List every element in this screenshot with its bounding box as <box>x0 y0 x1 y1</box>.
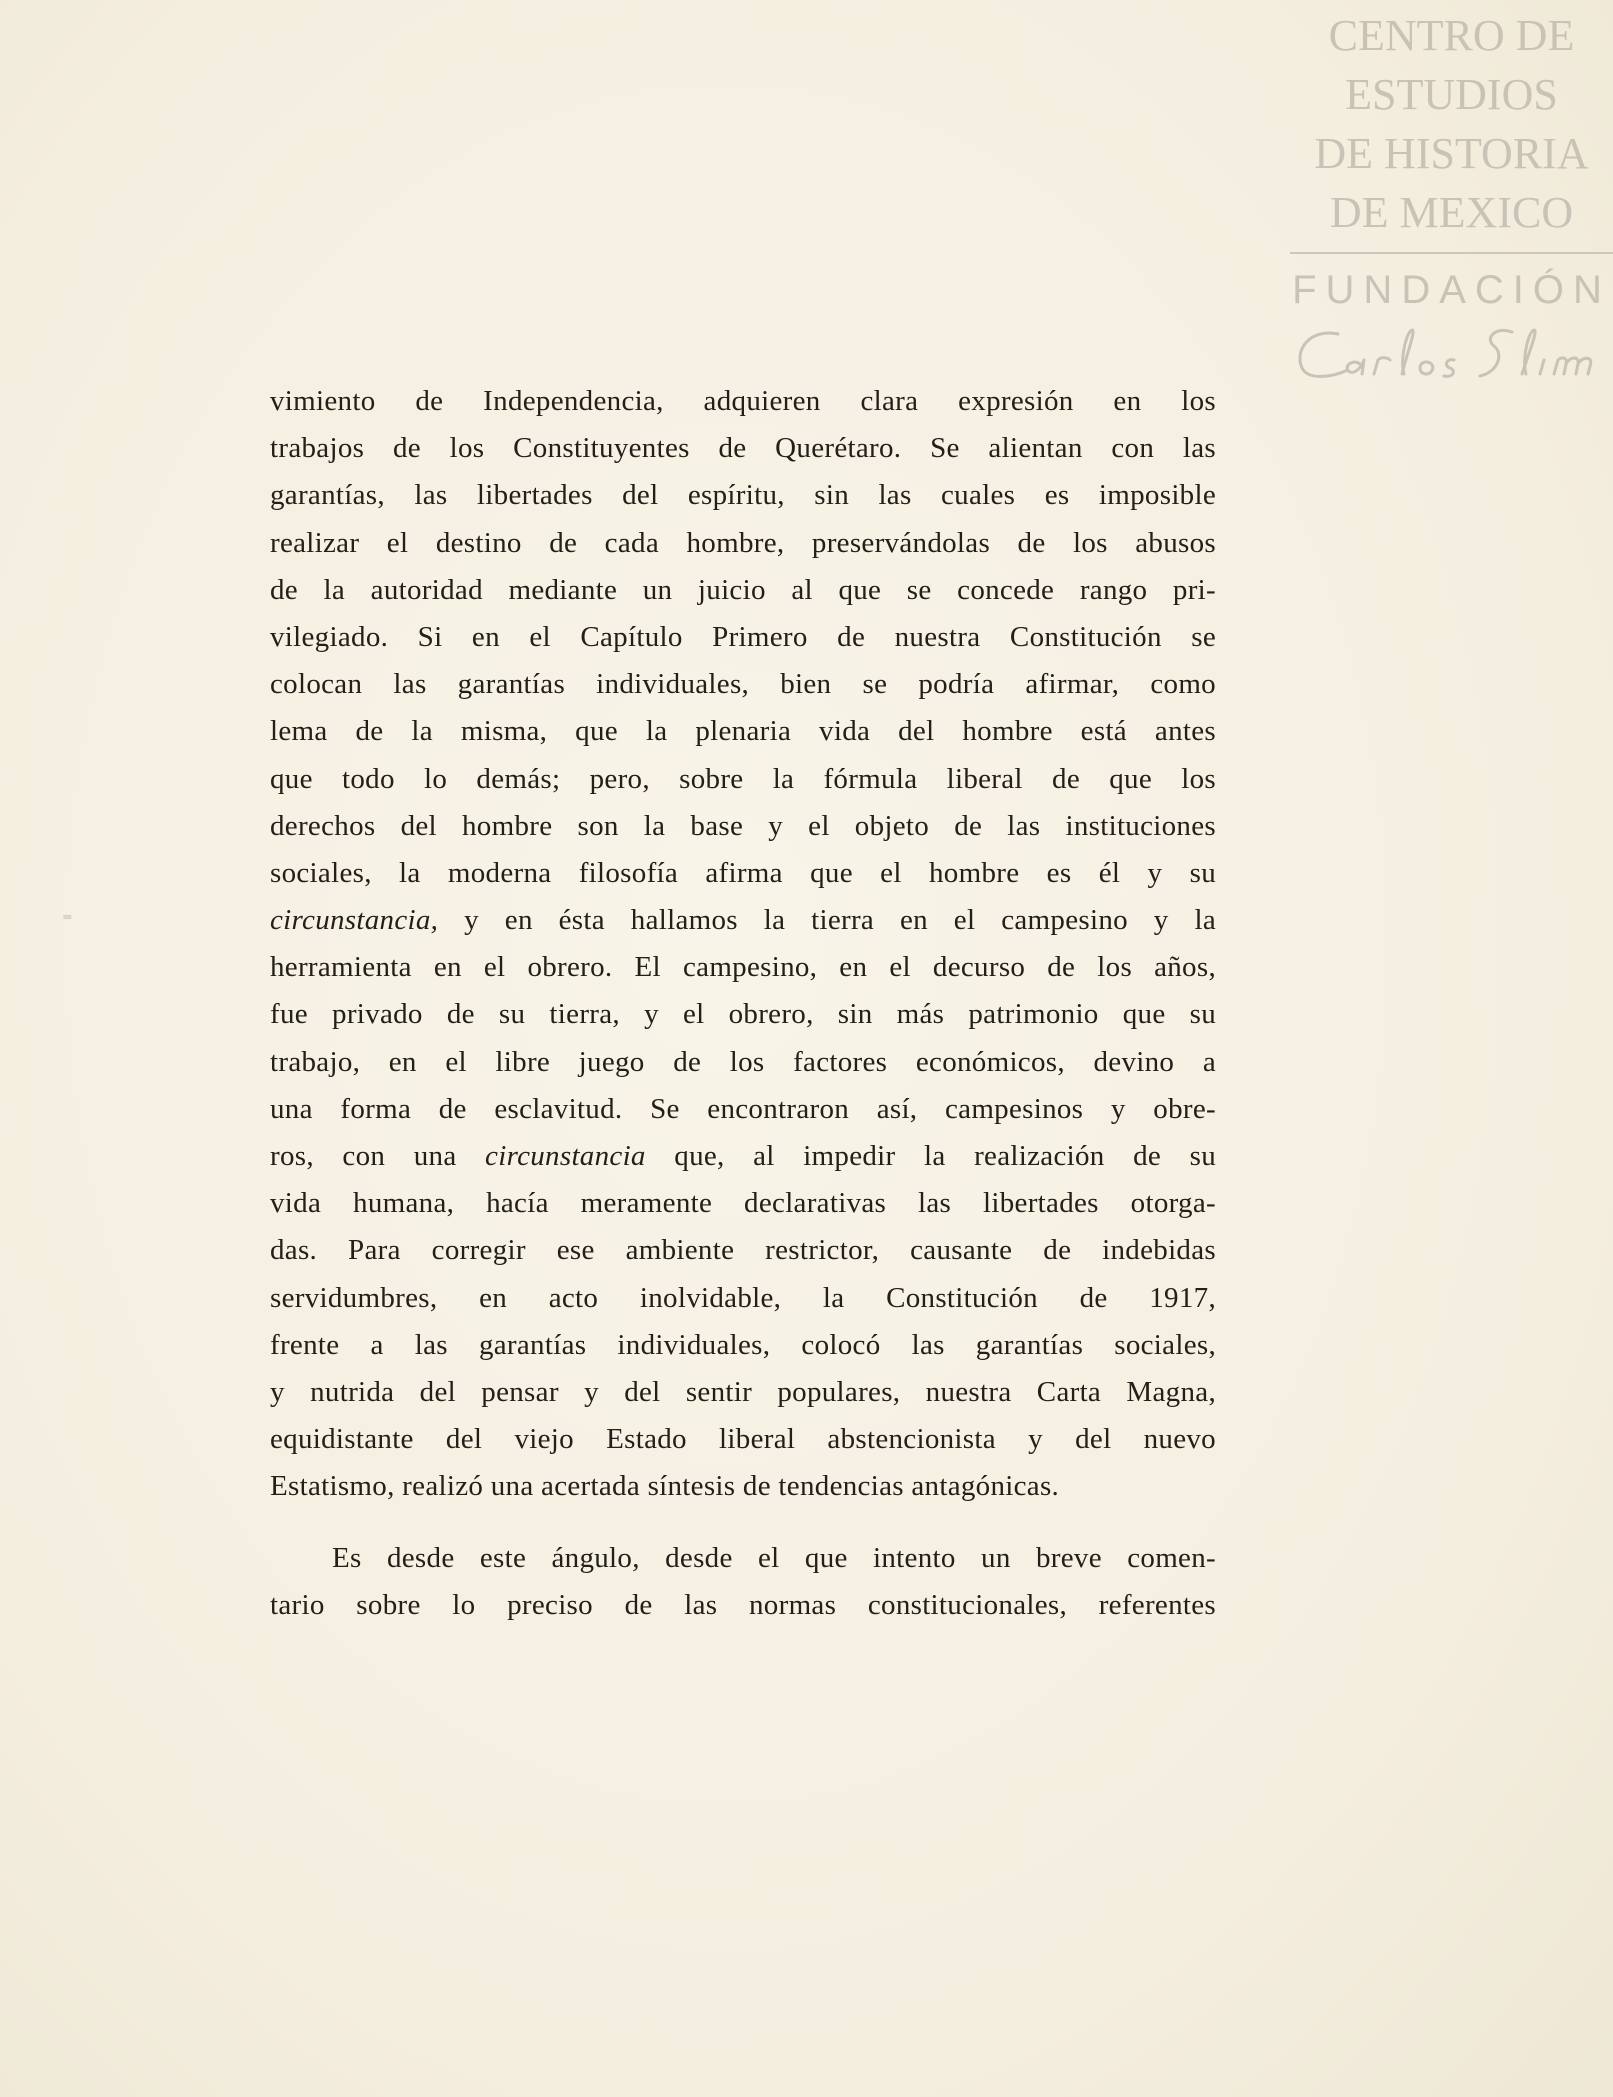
watermark <box>1290 6 1613 390</box>
text-line <box>270 1133 1216 1180</box>
text-span: derechos del hombre son la base y el objeto de las instituciones <box>270 809 1216 842</box>
text-span: sociales, la moderna filosofía afirma que el hombre es él y su <box>270 856 1216 889</box>
text-line <box>270 756 1216 803</box>
text-span: garantías, las libertades del espíritu, sin las cuales es imposible <box>270 479 1216 512</box>
margin-mark: ⁼ <box>62 910 73 932</box>
text-span: y nutrida del pensar y del sentir populares, nuestra Carta Magna, <box>270 1375 1216 1408</box>
text-span: trabajos de los Constituyentes de Querétaro. Se alientan con las <box>270 432 1216 465</box>
text-line <box>270 1582 1216 1629</box>
text-span: trabajo, en el libre juego de los factores económicos, devino a <box>270 1045 1216 1078</box>
text-span: tario sobre lo preciso de las normas constitucionales, referentes <box>270 1588 1216 1621</box>
text-line <box>270 708 1216 755</box>
text-span: vida humana, hacía meramente declarativas las libertades otorga- <box>270 1187 1216 1220</box>
text-line <box>270 425 1216 472</box>
text-span: fue privado de su tierra, y el obrero, sin más patrimonio que su <box>270 998 1216 1031</box>
text-line <box>270 472 1216 519</box>
text-line <box>270 1275 1216 1322</box>
watermark-foundation: FUNDACIÓN <box>1292 268 1611 312</box>
text-span: realizar el destino de cada hombre, preservándolas de los abusos <box>270 526 1216 559</box>
text-line <box>270 850 1216 897</box>
text-line <box>270 520 1216 567</box>
text-line <box>270 1322 1216 1369</box>
text-line <box>270 1180 1216 1227</box>
text-span: que, al impedir la realización de su <box>645 1140 1216 1172</box>
text-line <box>270 1463 1216 1510</box>
watermark-line: DE MEXICO <box>1329 188 1574 237</box>
text-line <box>270 991 1216 1038</box>
text-span: y en ésta hallamos la tierra en el campesino y la <box>438 904 1216 937</box>
paragraph <box>270 1535 1216 1629</box>
text-span: frente a las garantías individuales, colocó las garantías sociales, <box>270 1328 1216 1361</box>
text-line <box>270 897 1216 944</box>
text-span: que todo lo demás; pero, sobre la fórmula liberal de que los <box>270 762 1216 795</box>
italic-term: circunstancia <box>485 1140 646 1172</box>
text-line <box>270 1086 1216 1133</box>
text-line <box>270 1369 1216 1416</box>
watermark-line: CENTRO DE <box>1328 11 1575 60</box>
text-span: de la autoridad mediante un juicio al que se concede rango pri- <box>270 573 1216 606</box>
watermark-line: ESTUDIOS <box>1345 70 1558 119</box>
text-span: equidistante del viejo Estado liberal abstencionista y del nuevo <box>270 1423 1216 1456</box>
body-text <box>270 378 1216 1629</box>
text-span: una forma de esclavitud. Se encontraron así, campesinos y obre- <box>270 1092 1216 1125</box>
text-line <box>270 567 1216 614</box>
watermark-divider <box>1290 252 1613 254</box>
text-line <box>270 614 1216 661</box>
signature-logo <box>1290 320 1613 390</box>
text-span: Estatismo, realizó una acertada síntesis de tendencias antagónicas. <box>270 1470 1060 1503</box>
text-line <box>270 1227 1216 1274</box>
italic-term: circunstancia, <box>270 904 439 937</box>
text-line <box>270 661 1216 708</box>
text-span: vimiento de Independencia, adquieren clara expresión en los <box>270 385 1216 417</box>
text-span: servidumbres, en acto inolvidable, la Constitución de 1917, <box>270 1281 1216 1314</box>
paragraph <box>270 378 1216 1511</box>
text-span: Es desde este ángulo, desde el que intento un breve comen- <box>332 1541 1216 1574</box>
text-line <box>270 803 1216 850</box>
text-span: vilegiado. Si en el Capítulo Primero de nuestra Constitución se <box>270 620 1216 653</box>
text-span: lema de la misma, que la plenaria vida del hombre está antes <box>270 715 1216 748</box>
watermark-line: DE HISTORIA <box>1314 129 1589 178</box>
text-line <box>270 378 1216 425</box>
text-line <box>270 1535 1216 1582</box>
text-span: das. Para corregir ese ambiente restrictor, causante de indebidas <box>270 1234 1216 1267</box>
text-line <box>270 1416 1216 1463</box>
text-span: colocan las garantías individuales, bien se podría afirmar, como <box>270 668 1216 701</box>
text-line <box>270 944 1216 991</box>
text-line <box>270 1039 1216 1086</box>
text-span: ros, con una <box>270 1140 486 1172</box>
text-span: herramienta en el obrero. El campesino, en el decurso de los años, <box>270 951 1216 984</box>
